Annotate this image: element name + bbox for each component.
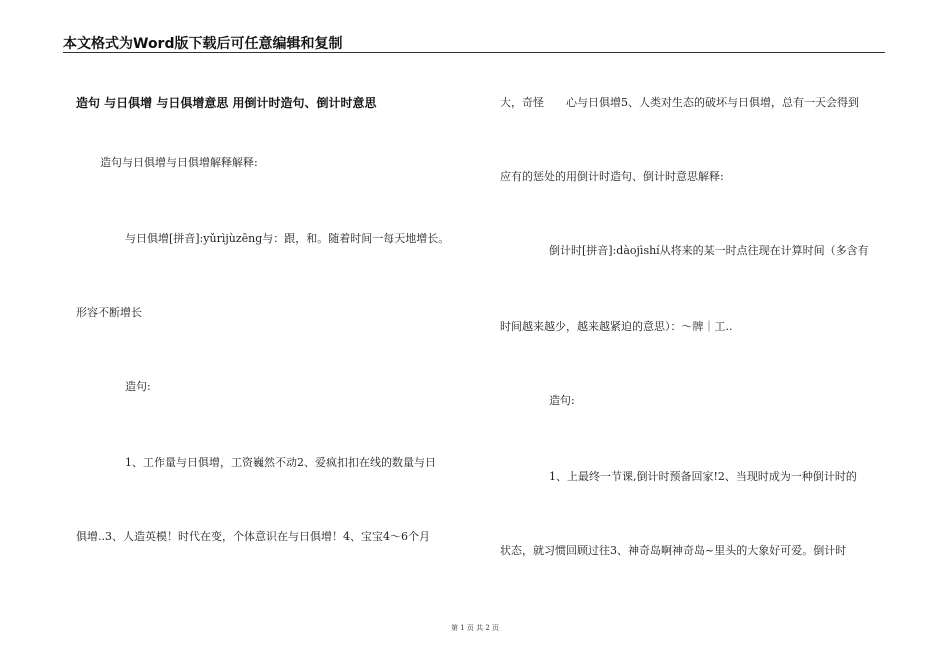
paragraph-line: 时间越来越少，越来越紧迫的意思）：～牌｜工.. <box>500 320 733 333</box>
paragraph-line: 造句: <box>549 394 575 407</box>
document-header <box>63 28 885 53</box>
article-title: 造句 与日俱增 与日俱增意思 用倒计时造句、倒计时意思 <box>76 96 377 110</box>
paragraph-line: 1、工作量与日俱增，工资巍然不动2、爱疯扣扣在线的数量与日 <box>125 456 436 469</box>
paragraph-line: 俱增..3、人造英模！时代在变，个体意识在与日俱增！4、宝宝4～6个月 <box>76 530 430 543</box>
paragraph-line: 造句与日俱增与日俱增解释解释: <box>100 156 258 169</box>
header-title: 本文格式为Word版下载后可任意编辑和复制 <box>63 36 343 52</box>
paragraph-line: 1、上最终一节课,倒计时预备回家!2、当现时成为一种倒计时的 <box>549 470 857 483</box>
paragraph-line: 应有的惩处的用倒计时造句、倒计时意思解释: <box>500 170 724 183</box>
paragraph-line: 与日俱增[拼音]:yǔrìjùzēng与：跟，和。随着时间一每天地增长。 <box>125 232 450 245</box>
paragraph-line: 状态，就习惯回顾过往3、神奇岛啊神奇岛~里头的大象好可爱。倒计时 <box>500 544 847 557</box>
paragraph-line: 倒计时[拼音]:dàojìshí从将来的某一时点往现在计算时间（多含有 <box>549 244 869 257</box>
paragraph-line: 大，奇怪 心与日俱增5、人类对生态的破坏与日俱增，总有一天会得到 <box>500 96 859 109</box>
paragraph-line: 形容不断增长 <box>76 306 142 319</box>
paragraph-line: 造句: <box>125 380 151 393</box>
page-footer: 第 1 页 共 2 页 <box>450 624 500 632</box>
